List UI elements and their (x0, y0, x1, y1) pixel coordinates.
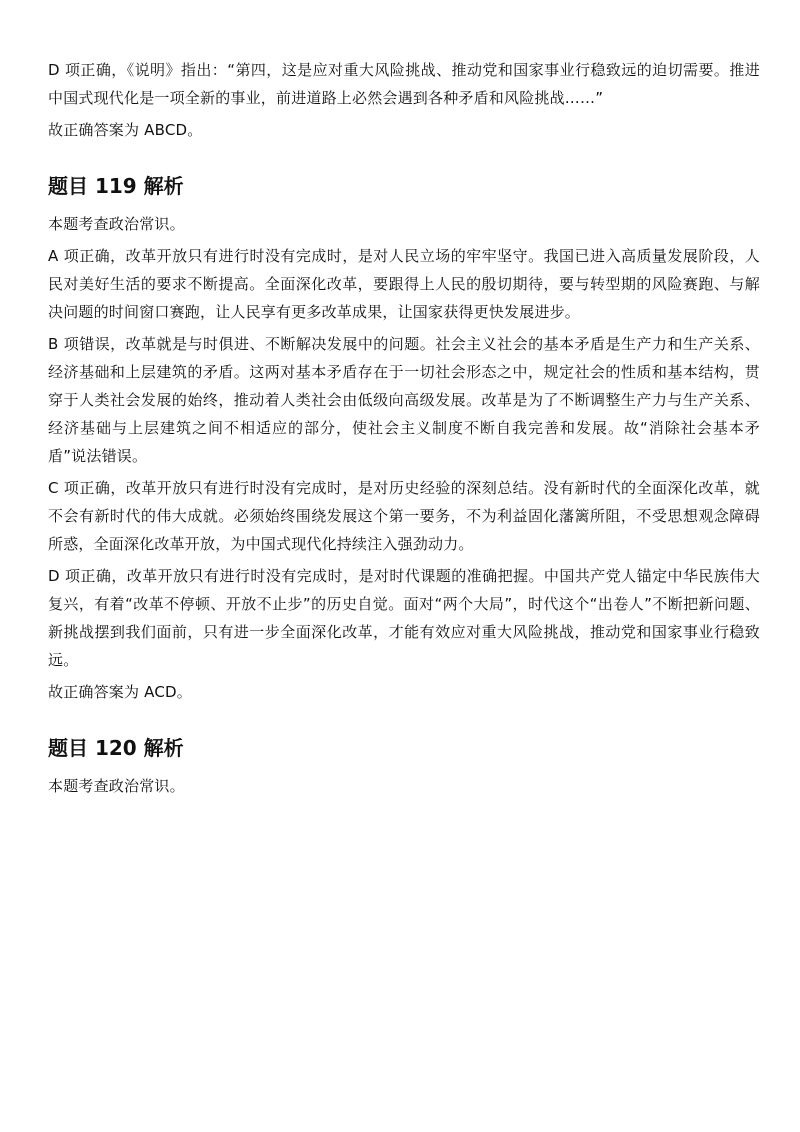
paragraph-q119-topic: 本题考查政治常识。 (48, 215, 185, 233)
paragraph-q119-option-d: D 项正确，改革开放只有进行时没有完成时，是对时代课题的准确把握。中国共产党人锚定中华民族伟大复兴，有着“改革不停顿、开放不止步”的历史自觉。面对“两个大局”，时代这个“出卷人”不断把新问题、新挑战摆到我们面前，只有进一步全面深化改革，才能有效应对重大风险挑战，推动党和国家事业行稳致远。 (48, 567, 760, 669)
paragraph-q119-option-a: A 项正确，改革开放只有进行时没有完成时，是对人民立场的牢牢坚守。我国已进入高质量发展阶段，人民对美好生活的要求不断提高。全面深化改革，要跟得上人民的殷切期待，要与转型期的风险赛跑、与解决问题的时间窗口赛跑，让人民享有更多改革成果，让国家获得更快发展进步。 (48, 247, 760, 321)
heading-q119: 题目 119 解析 (48, 174, 184, 198)
paragraph-q119-option-c: C 项正确，改革开放只有进行时没有完成时，是对历史经验的深刻总结。没有新时代的全面深化改革，就不会有新时代的伟大成就。必须始终围绕发展这个第一要务，不为利益固化藩篱所阻，不受思想观念障碍所惑，全面深化改革开放，为中国式现代化持续注入强劲动力。 (48, 479, 760, 553)
paragraph-q118-option-d: D 项正确，《说明》指出：“第四，这是应对重大风险挑战、推动党和国家事业行稳致远的迫切需要。推进中国式现代化是一项全新的事业，前进道路上必然会遇到各种矛盾和风险挑战……” (48, 61, 760, 107)
heading-q120: 题目 120 解析 (48, 736, 184, 760)
paragraph-q119-answer: 故正确答案为 ACD。 (48, 683, 192, 701)
paragraph-q120-topic: 本题考查政治常识。 (48, 777, 185, 795)
document-page (48, 56, 760, 804)
paragraph-q119-option-b: B 项错误，改革就是与时俱进、不断解决发展中的问题。社会主义社会的基本矛盾是生产力和生产关系、经济基础和上层建筑的矛盾。这两对基本矛盾存在于一切社会形态之中，规定社会的性质和基本结构，贯穿于人类社会发展的始终，推动着人类社会由低级向高级发展。改革是为了不断调整生产力与生产关系、经济基础与上层建筑之间不相适应的部分，使社会主义制度不断自我完善和发展。故“消除社会基本矛盾”说法错误。 (48, 335, 760, 465)
paragraph-q118-answer: 故正确答案为 ABCD。 (48, 121, 203, 139)
